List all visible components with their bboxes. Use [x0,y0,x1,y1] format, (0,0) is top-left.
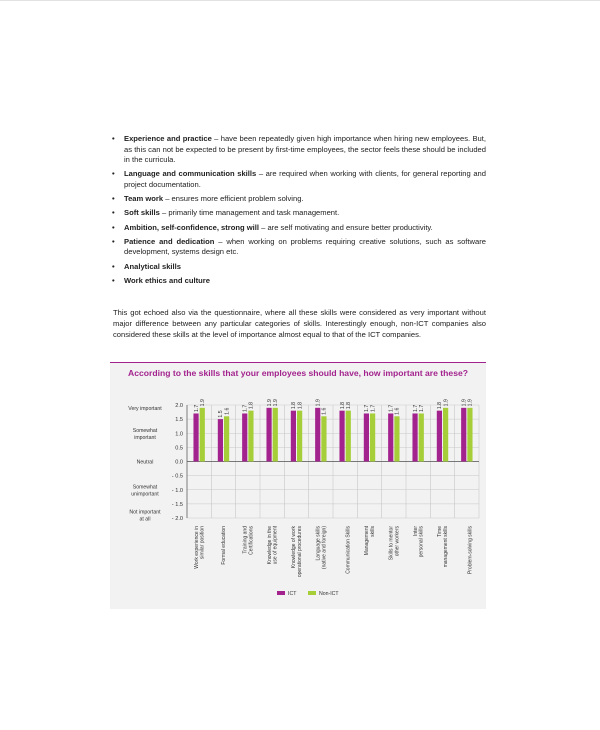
bar-non-ict [248,411,253,462]
bar-ict [412,413,417,461]
y-category-label: Somewhat [132,427,158,434]
bullet-term: Analytical skills [124,261,181,271]
legend-swatch-ict [277,591,285,595]
bar-chart [110,363,486,609]
bar-non-ict [394,416,399,461]
bullet-item [110,208,486,219]
bar-value-label: 1.7 [370,404,377,412]
bullet-item [110,134,486,166]
bar-value-label: 1.7 [193,404,200,412]
bullet-icon: • [112,222,115,232]
x-category-label: Knowledge of work [291,526,298,569]
bullet-icon: • [112,194,115,204]
bar-value-label: 1.7 [419,404,426,412]
bar-value-label: 1.6 [394,407,401,415]
y-tick-label: - 1.0 [171,487,183,494]
x-category-label: skills [370,526,376,537]
x-category-label: Certifications [248,526,255,555]
x-category-label: Work experience in [193,526,200,569]
bar-value-label: 1.8 [297,401,304,410]
skills-bullet-list [110,134,486,290]
bar-value-label: 1.7 [388,404,395,412]
bar-value-label: 1.9 [273,399,280,407]
bar-ict [266,408,271,462]
x-category-label: personal skills [418,526,425,558]
bar-value-label: 1.8 [437,401,444,410]
x-category-label: Communication Skills [345,526,352,574]
y-category-label: Very important [128,405,162,412]
x-category-label: Time [437,526,444,537]
y-tick-label: - 0.5 [171,473,183,480]
bar-value-label: 1.5 [218,410,225,418]
bar-non-ict [200,408,205,462]
bar-non-ict [419,413,424,461]
x-category-label: use of equipment [272,526,279,565]
bullet-icon: • [112,261,115,271]
bullet-text: – when working on problems requiring creative solutions, such as software development, systems design etc. [124,236,486,257]
bar-value-label: 1.8 [339,401,346,410]
bar-ict [242,413,247,461]
x-category-label: Skills to mentor [388,526,395,561]
bullet-text: – have been repeatedly given high importance when hiring new employees. But, as this can not be expected to be present by first-time employees, the sector feels these should be included in the curricula. [124,134,486,165]
bullet-item [110,194,486,205]
bar-value-label: 1.9 [443,399,450,407]
bar-non-ict [321,416,326,461]
bullet-term: Patience and dedication [124,236,215,246]
bar-value-label: 1.9 [200,399,207,407]
legend-label: ICT [288,591,297,597]
x-category-label: (native and foreign) [321,526,328,570]
bullet-text: – primarily time management and task management. [159,208,340,218]
bar-value-label: 1.9 [266,399,273,407]
bar-ict [193,413,198,461]
bar-non-ict [467,408,472,462]
bar-ict [315,408,320,462]
bullet-icon: • [112,169,115,179]
bar-ict [218,419,223,461]
bar-non-ict [443,408,448,462]
chart-title: According to the skills that your employees should have, how important are these? [128,368,468,378]
bullet-item [110,237,486,258]
bar-value-label: 1.9 [461,399,468,407]
bullet-text: – are required when working with clients, for general reporting and project documentation. [124,169,487,189]
bar-value-label: 1.7 [242,404,249,412]
y-tick-label: 0.5 [175,445,183,452]
bar-ict [437,411,442,462]
x-category-label: other workers [394,526,401,557]
bar-value-label: 1.7 [412,404,419,412]
y-category-label: unimportant [131,491,159,498]
y-tick-label: 1.0 [175,431,183,438]
bar-value-label: 1.7 [364,404,371,412]
x-category-label: Formal education [221,526,227,565]
bar-non-ict [346,411,351,462]
bullet-item [110,262,486,273]
x-category-label: Training and [242,526,249,554]
bar-ict [339,411,344,462]
y-category-label: Not important [129,509,161,516]
bar-ict [461,408,466,462]
bar-value-label: 1.8 [346,401,353,410]
y-tick-label: 1.5 [175,417,183,424]
bullet-term: Work ethics and culture [124,275,210,285]
bar-value-label: 1.9 [315,399,322,407]
y-category-label: important [134,434,156,441]
x-category-label: Problem-solving skills [467,526,474,575]
bar-value-label: 1.9 [467,399,474,407]
bar-value-label: 1.8 [248,401,255,410]
bar-ict [388,413,393,461]
bullet-icon: • [112,275,115,285]
bullet-item [110,276,486,287]
x-category-label: Management [364,526,371,556]
bullet-icon: • [112,134,115,143]
bullet-term: Team work [124,194,164,204]
x-category-label: operational procedures [297,526,303,578]
body-paragraph: This got echoed also via the questionnaire, where all these skills were considered as very important without major difference between any particular categories of skills. Interestingly enough, non-ICT companies also considered these skills at the level of importance almost equal to that of the ICT companies. [113,308,486,339]
x-category-label: Knowledge in the [266,526,273,565]
x-category-label: Language skills [315,526,322,561]
bullet-text: – ensures more efficient problem solving. [163,194,304,204]
bar-non-ict [370,413,375,461]
y-tick-label: 0.0 [175,459,183,466]
bar-non-ict [297,411,302,462]
y-category-label: Neutral [136,459,154,466]
bullet-term: Language and communication skills [124,169,257,179]
bullet-term: Ambition, self-confidence, strong will [124,222,260,232]
x-category-label: Inter [412,526,419,537]
y-tick-label: - 1.5 [171,501,183,508]
bullet-term: Experience and practice [124,134,212,143]
bullet-item [110,169,486,190]
y-category-label: at all [139,516,151,523]
x-category-label: management skills [443,526,449,568]
y-tick-label: - 2.0 [171,516,183,522]
legend-label: Non-ICT [319,591,339,597]
bar-value-label: 1.6 [321,407,328,415]
bullet-icon: • [112,236,115,246]
bar-non-ict [273,408,278,462]
x-category-label: similar position [199,526,206,560]
bar-ict [364,413,369,461]
bar-non-ict [224,416,229,461]
y-category-label: Somewhat [132,484,158,491]
bullet-icon: • [112,208,115,218]
legend-swatch-non-ict [308,591,316,595]
bullet-text: – are self motivating and ensure better productivity. [259,222,433,232]
y-tick-label: 2.0 [175,403,183,409]
chart-panel [110,362,486,609]
bar-ict [291,411,296,462]
bullet-item [110,223,486,234]
bar-value-label: 1.6 [224,407,231,415]
bar-value-label: 1.8 [291,401,298,410]
bullet-term: Soft skills [124,208,160,218]
